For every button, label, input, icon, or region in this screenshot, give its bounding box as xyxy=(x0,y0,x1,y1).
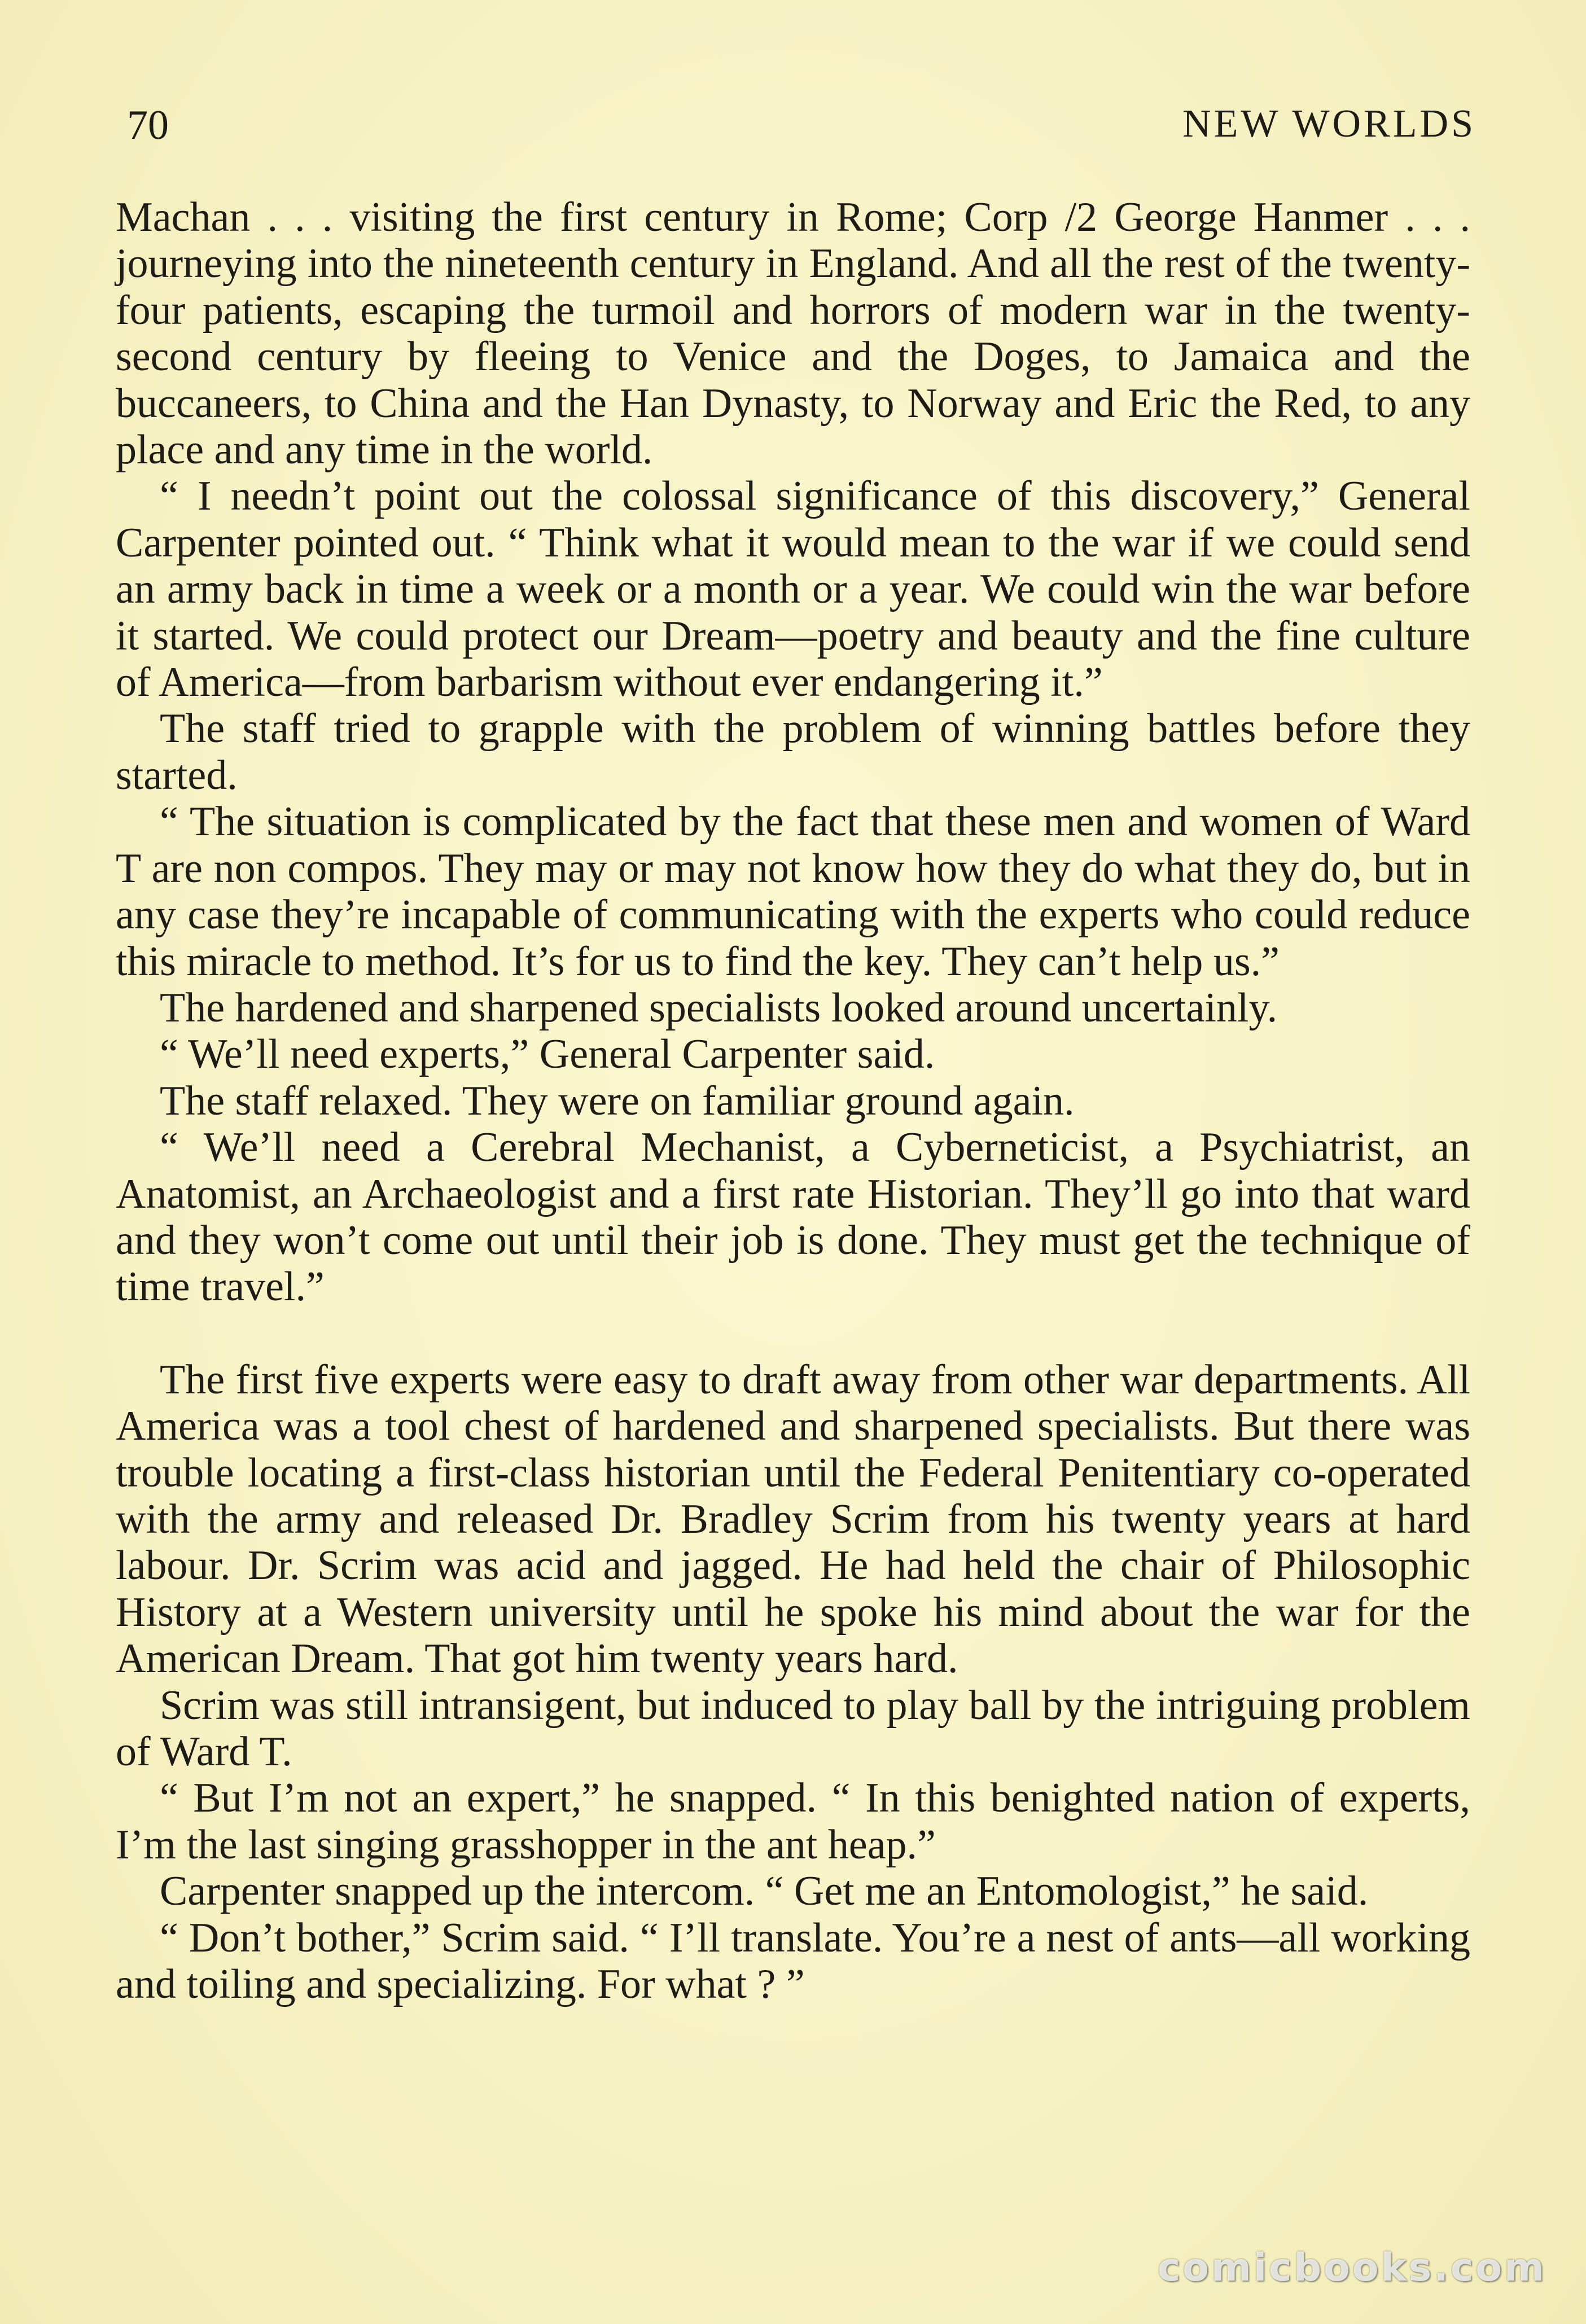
paragraph: The hardened and sharpened specialists looked around uncertainly. xyxy=(160,984,1278,1031)
paragraph: Scrim was still intransigent, but induced to play ball by the intriguing problem of Ward T. xyxy=(116,1682,1470,1775)
paragraph: Carpenter snapped up the intercom. “ Get me an Entomologist,” he said. xyxy=(160,1868,1369,1915)
site-watermark: comicbooks.com xyxy=(1157,2246,1546,2290)
running-head: NEW WORLDS xyxy=(1182,102,1476,146)
paragraph: The staff relaxed. They were on familiar ground again. xyxy=(160,1077,1075,1124)
section-break xyxy=(116,1310,1470,1357)
paragraph: The first five experts were easy to draft away from other war departments. All America was a tool chest of hardened and sharpened specialists. But there was trouble locating a first-class historian until the Federal Penitentiary co-operated with the army and released Dr. Bradley Scrim from his twenty years at hard labour. Dr. Scrim was acid and jagged. He had held the chair of Philosophic History at a Western university until he spoke his mind about the war for the American Dream. That got him twenty years hard. xyxy=(116,1356,1470,1682)
paragraph: “ The situation is complicated by the fact that these men and women of Ward T are non compos. They may or may not know how they do what they do, but in any case they’re incapable of communicating with the experts who could reduce this miracle to method. It’s for us to find the key. They can’t help us.” xyxy=(116,799,1470,985)
paragraph: “ I needn’t point out the colossal significance of this discovery,” General Carpenter pointed out. “ Think what it would mean to the war if we could send an army back in time a week or a month or a year. We could win the war before it started. We could protect our Dream—poetry and beauty and the fine culture of America—from barbarism without ever endangering it.” xyxy=(116,473,1470,706)
paragraph: “ But I’m not an expert,” he snapped. “ In this benighted nation of experts, I’m the last singing grasshopper in the ant heap.” xyxy=(116,1775,1470,1868)
paragraph: “ Don’t bother,” Scrim said. “ I’ll translate. You’re a nest of ants—all working and toiling and specializing. For what ? ” xyxy=(116,1914,1470,2008)
paragraph: The staff tried to grapple with the problem of winning battles before they started. xyxy=(116,705,1470,799)
body-text xyxy=(116,194,1470,2007)
paragraph: “ We’ll need a Cerebral Mechanist, a Cyberneticist, a Psychiatrist, an Anatomist, an Archaeologist and a first rate Historian. They’ll go into that ward and they won’t come out until their job is done. They must get the technique of time travel.” xyxy=(116,1124,1470,1310)
page-number: 70 xyxy=(127,102,169,148)
paragraph-continued: Machan . . . visiting the first century in Rome; Corp /2 George Hanmer . . . journeying into the nineteenth century in England. And all the rest of the twenty-four patients, escaping the turmoil and horrors of modern war in the twenty-second century by fleeing to Venice and the Doges, to Jamaica and the buccaneers, to China and the Han Dynasty, to Norway and Eric the Red, to any place and any time in the world. xyxy=(116,194,1470,473)
page-header xyxy=(127,102,1476,152)
paragraph: “ We’ll need experts,” General Carpenter said. xyxy=(160,1031,935,1078)
